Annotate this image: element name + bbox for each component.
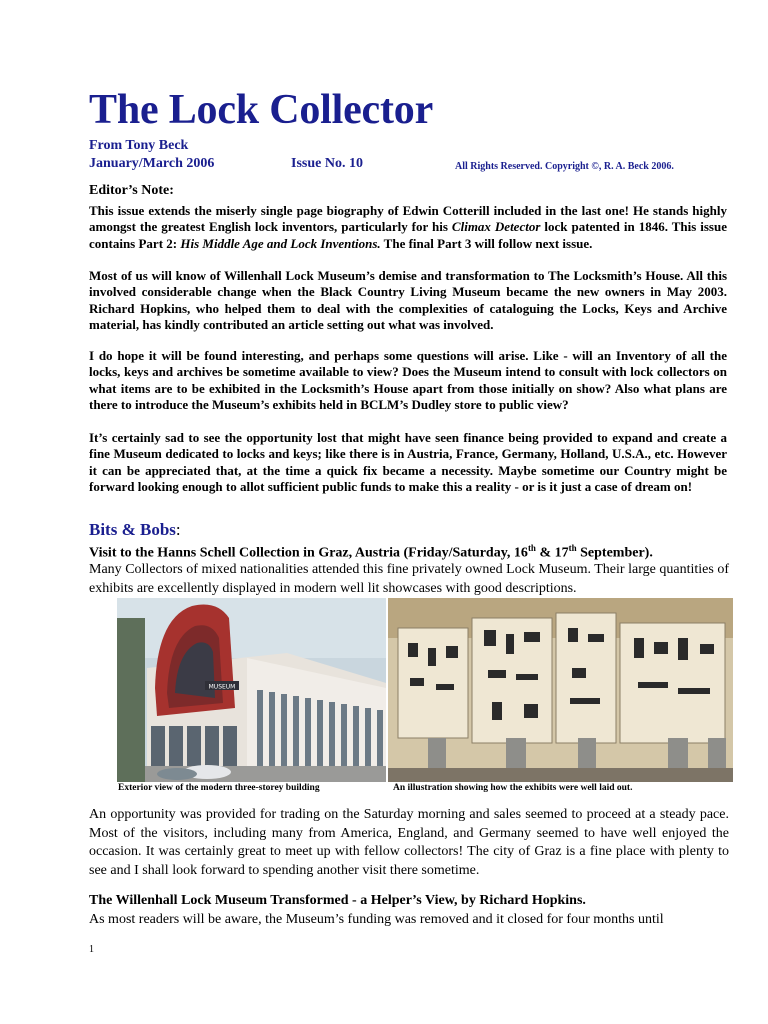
graz-visit-heading-text-a: Visit to the Hanns Schell Collection in Graz, Austria (Friday/Saturday, 16 — [89, 545, 528, 561]
bits-and-bobs-title: Bits & Bobs — [89, 520, 176, 539]
willenhall-article-heading: The Willenhall Lock Museum Transformed - a Helper’s View, by Richard Hopkins. — [89, 893, 586, 908]
editors-note-p4-text: It’s certainly sad to see the opportunity lost that might have seen finance being provided to expand and create a fine Museum dedicated to locks and keys; like there is in Austria, France, Germany, Holland, U.S.A., etc. However it can be appreciated that, at the time a quick fix became a necessity. Maybe sometime our Country might be forward looking enough to allot sufficient public funds to make this a reality - or is it just a case of dream on! — [89, 430, 727, 495]
bits-and-bobs-colon: : — [175, 520, 181, 539]
issue-number: Issue No. 10 — [291, 156, 363, 171]
editors-note-paragraph-1 — [89, 203, 727, 252]
editors-note-p1-text-b: lock patented in 1846. This issue contains Part 2: — [89, 219, 727, 251]
editors-note-heading: Editor’s Note: — [89, 183, 174, 198]
editors-note-paragraph-4 — [89, 430, 727, 496]
museum-exterior-photo — [117, 598, 386, 782]
bits-and-bobs-heading — [89, 520, 181, 540]
newsletter-title: The Lock Collector — [89, 87, 434, 133]
graz-visit-heading-text-b: & 17 — [535, 545, 569, 561]
graz-visit-paragraph: Many Collectors of mixed nationalities attended this fine privately owned Lock Museum. Their large quantities of exhibits are excellently displayed in modern well lit showcases with good descriptions. — [89, 562, 729, 596]
byline: From Tony Beck — [89, 138, 189, 153]
graz-visit-heading — [89, 543, 653, 562]
willenhall-article-text: As most readers will be aware, the Museum’s funding was removed and it closed for four months until — [89, 912, 664, 927]
page-number: 1 — [89, 944, 94, 955]
trading-paragraph: An opportunity was provided for trading on the Saturday morning and sales seemed to proceed at a steady pace. Most of the visitors, including many from America, England, and Germany seemed to have well enjoyed the occasion. It was certainly great to meet up with fellow collectors! The city of Graz is a fine place with plenty to see and I shall look forward to spending another visit there sometime. — [89, 807, 729, 878]
editors-note-paragraph-3 — [89, 348, 727, 414]
graz-visit-heading-text-c: September). — [576, 545, 653, 561]
editors-note-p3-text: I do hope it will be found interesting, and perhaps some questions will arise. Like - will an Inventory of all the locks, keys and archives be sometime available to view? Does the Museum intend to consult with lock collectors on what items are to be exhibited in the Locksmith’s House apart from those initially on show? Also what plans are there to introduce the Museum’s exhibits held in BCLM’s Dudley store to public view? — [89, 348, 727, 413]
exhibits-display-photo — [388, 598, 733, 782]
issue-date: January/March 2006 — [89, 156, 215, 171]
editors-note-p1-text-a: This issue extends the miserly single page biography of Edwin Cotterill included in the last one! He stands highly amongst the greatest English lock inventors, particularly for his — [89, 203, 727, 235]
graz-visit-sup-1: th — [527, 543, 536, 553]
editors-note-paragraph-2 — [89, 268, 727, 334]
editors-note-p1-em-b: His Middle Age and Lock Inventions. — [180, 235, 381, 251]
copyright-notice: All Rights Reserved. Copyright ©, R. A. Beck 2006. — [455, 161, 674, 172]
museum-sign-text: MUSEUM — [208, 683, 236, 691]
editors-note-p1-text-c: The final Part 3 will follow next issue. — [380, 235, 593, 251]
graz-visit-sup-2: th — [568, 543, 577, 553]
exhibits-photo-caption: An illustration showing how the exhibits were well laid out. — [393, 783, 633, 793]
exterior-photo-caption: Exterior view of the modern three-storey building — [118, 783, 320, 793]
editors-note-p1-em-a: Climax Detector — [451, 219, 541, 235]
editors-note-p2-text: Most of us will know of Willenhall Lock Museum’s demise and transformation to The Locksmith’s House. All this involved considerable change when the Black Country Living Museum became the new owners in May 2003. Richard Hopkins, who helped them to deal with the complexities of cataloguing the Locks, Keys and Archive material, has kindly contributed an article setting out what was involved. — [89, 268, 727, 333]
